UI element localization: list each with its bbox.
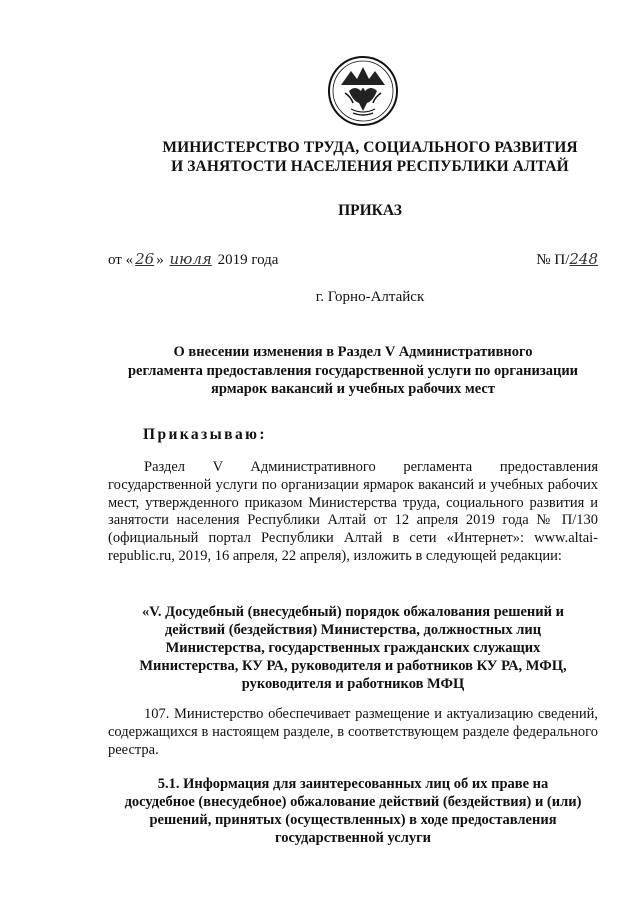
ministry-line-1: МИНИСТЕРСТВО ТРУДА, СОЦИАЛЬНОГО РАЗВИТИЯ <box>162 139 578 156</box>
section-heading <box>108 603 598 693</box>
paragraph-main: Раздел V Административного регламента предоставления государственной услуги по организации ярмарок вакансий и учебных рабочих мест, утвержденного приказом Министерства труда, социального развития и занятости населения Республики Алтай от 12 апреля 2019 года № П/130 (официальный портал Республики Алтай в сети «Интернет»: www.altai-republic.ru, 2019, 16 апреля, 22 апреля), изложить в следующей редакции: <box>108 459 598 564</box>
number-value-handwritten: 248 <box>569 250 598 268</box>
date-day-handwritten: 26 <box>135 250 155 268</box>
paragraph-107: 107. Министерство обеспечивает размещение и актуализацию сведений, содержащихся в настоящем разделе, в соответствующем разделе федерального реестра. <box>108 706 598 758</box>
date-month-handwritten: июля <box>169 250 212 268</box>
section-heading-line-3: Министерства, государственных гражданских служащих <box>165 640 541 656</box>
ministry-name <box>100 138 640 176</box>
subsection-heading-line-1: 5.1. Информация для заинтересованных лиц об их праве на <box>157 776 549 792</box>
subsection-heading <box>108 775 598 847</box>
section-heading-line-4: Министерства, КУ РА, руководителя и работников КУ РА, МФЦ, <box>139 658 567 674</box>
section-heading-line-2: действий (бездействия) Министерства, должностных лиц <box>164 622 542 638</box>
date-mid: » <box>156 252 164 268</box>
date-suffix: 2019 года <box>217 252 279 268</box>
ministry-line-2: И ЗАНЯТОСТИ НАСЕЛЕНИЯ РЕСПУБЛИКИ АЛТАЙ <box>171 158 569 175</box>
subsection-heading-line-4: государственной услуги <box>274 830 432 846</box>
subsection-heading-line-2: досудебное (внесудебное) обжалование действий (бездействия) и (или) <box>124 794 582 810</box>
subject-line-1: О внесении изменения в Раздел V Административного <box>173 344 533 360</box>
document-type-title: ПРИКАЗ <box>338 202 402 219</box>
order-subject <box>108 343 598 399</box>
section-heading-line-1: «V. Досудебный (внесудебный) порядок обжалования решений и <box>142 604 564 620</box>
city-line: г. Горно-Алтайск <box>315 289 425 305</box>
subject-line-2: регламента предоставления государственной услуги по организации <box>127 362 579 379</box>
section-heading-line-5: руководителя и работников МФЦ <box>241 676 465 692</box>
order-date <box>108 250 278 269</box>
altai-republic-coat-of-arms-icon <box>327 55 399 127</box>
subject-line-3: ярмарок вакансий и учебных рабочих мест <box>211 381 495 397</box>
decree-word: Приказываю: <box>143 426 267 443</box>
order-number <box>536 250 598 269</box>
subsection-heading-line-3: решений, принятых (осуществленных) в ходе предоставления <box>149 812 557 828</box>
date-prefix: от « <box>108 252 134 268</box>
number-prefix: № П/ <box>536 252 570 268</box>
